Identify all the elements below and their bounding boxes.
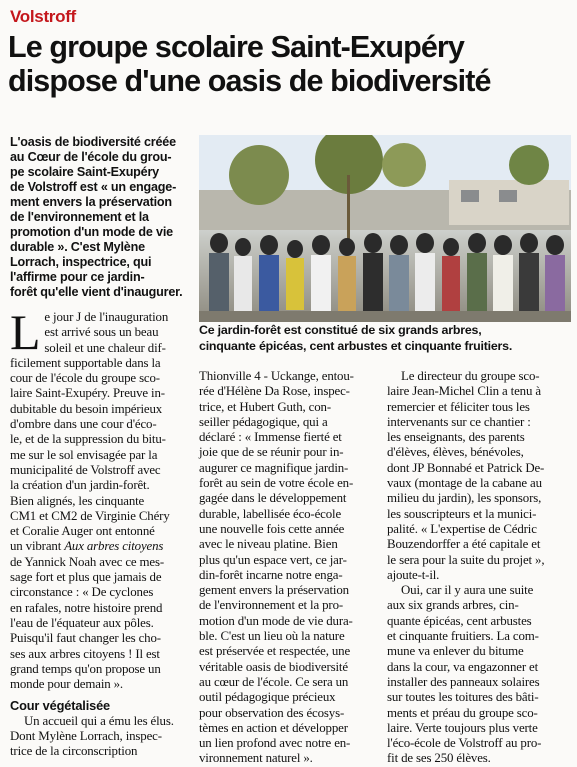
text-line: d'ombre dans une cour d'éco- bbox=[10, 417, 157, 432]
text-line: ses aux arbres citoyens ! Il est bbox=[10, 646, 160, 661]
text-line: CM1 et CM2 de Virginie Chéry bbox=[10, 508, 170, 523]
text-line: sur toutes les toitures des bâti- bbox=[387, 690, 539, 705]
text-line: Un accueil qui a ému les élus. bbox=[24, 713, 174, 728]
text-line: laire. Verte toujours plus verte bbox=[387, 720, 538, 735]
section-kicker: Volstroff bbox=[10, 7, 76, 26]
text-line: fit de ses 250 élèves. bbox=[387, 751, 491, 766]
text-line: est préservée et respectée, une bbox=[199, 644, 351, 659]
text-line: grand temps qu'on propose un bbox=[10, 661, 161, 676]
text-line: d'élèves, élèves, bénévoles, bbox=[387, 445, 524, 460]
text-line: et cinquante fruitiers. La com- bbox=[387, 629, 539, 644]
text-line: me sur le sol envisagée par la bbox=[10, 447, 158, 462]
text-line: palité. « L'expertise de Cédric bbox=[387, 521, 537, 536]
text-line: Le directeur du groupe sco- bbox=[401, 369, 540, 383]
text-line: seiller pédagogique, qui a bbox=[199, 414, 328, 429]
text-line: ments et préau du groupe sco- bbox=[387, 705, 538, 720]
text-line: le, et de la suppression du bitu- bbox=[10, 432, 166, 447]
text-line: ficilement supportable dans la bbox=[10, 355, 161, 370]
text-line: laire Saint-Exupéry. Preuve in- bbox=[10, 386, 165, 401]
text-line: cour de l'école du groupe sco- bbox=[10, 371, 160, 386]
text-line: ajoute-t-il. bbox=[387, 567, 440, 582]
text-line: un vibrant Aux arbres citoyens bbox=[10, 539, 164, 554]
text-line: pour observation des écosys- bbox=[199, 705, 345, 720]
text-line: véritable oasis de biodiversité bbox=[199, 659, 348, 674]
text-line: installer des panneaux solaires bbox=[387, 674, 540, 689]
text-line: Dont Mylène Lorrach, inspec- bbox=[10, 729, 162, 744]
text-line: plus qu'un espace vert, ce jar- bbox=[199, 552, 347, 567]
song-title: Aux arbres citoyens bbox=[64, 539, 164, 554]
column-1-body bbox=[10, 304, 194, 692]
text-line: tèmes en action et développer bbox=[199, 720, 348, 735]
drop-cap: L bbox=[10, 304, 41, 360]
text-line: trice de la circonscription bbox=[10, 744, 138, 759]
caption-line: cinquante épicéas, cent arbustes et cinquante fruitiers. bbox=[199, 338, 513, 353]
text-line: au Cœur de l'école du grou- bbox=[10, 150, 172, 164]
text-line: l'eau de l'équateur aux pôles. bbox=[10, 615, 154, 630]
text-line: sage fort et plus que jamais de bbox=[10, 570, 162, 585]
text-line: monde pour demain ». bbox=[10, 677, 123, 692]
text-line: e jour J de l'inauguration bbox=[44, 310, 169, 324]
text-line: l'éco-école de Volstroff au pro- bbox=[387, 736, 542, 751]
text-line: Bouzendorffer a été capitale et bbox=[387, 537, 541, 552]
text-line: au cœur de l'école. Ce sera un bbox=[199, 674, 349, 689]
text-line: vaux (montage de la cabane au bbox=[387, 476, 542, 491]
text-line: forêt qu'elle vient d'inaugurer. bbox=[10, 285, 183, 299]
text-line: dont JP Bonnabé et Patrick De- bbox=[387, 460, 545, 475]
article-photo bbox=[199, 135, 571, 322]
text-line: joie que de se réunir pour in- bbox=[199, 445, 344, 460]
text-line: motion d'un mode de vie dura- bbox=[199, 613, 353, 628]
text-line: rée d'Hélène Da Rose, inspec- bbox=[199, 384, 350, 399]
photo-caption bbox=[199, 323, 571, 354]
text-line: une nouvelle fois cette année bbox=[199, 521, 345, 536]
text-line: l'affirme pour ce jardin- bbox=[10, 270, 145, 284]
text-line: et Coralie Auger ont entonné bbox=[10, 524, 155, 539]
text-line: le sera pour la suite du projet », bbox=[387, 552, 545, 567]
text-line: ble. C'est un lieu où la nature bbox=[199, 629, 345, 644]
text-line: din-forêt incarne notre enga- bbox=[199, 567, 343, 582]
text-line: de l'environnement et la bbox=[10, 210, 149, 224]
text-line: mune va enlever du bitume bbox=[387, 644, 524, 659]
group-photo-illustration bbox=[199, 135, 571, 322]
text-line: municipalité de Volstroff avec bbox=[10, 462, 161, 477]
article-column-3 bbox=[387, 369, 571, 767]
text-line: de Yannick Noah avec ce mes- bbox=[10, 554, 165, 569]
text-line: ment envers la préservation bbox=[10, 195, 172, 209]
text-line: avec le niveau platine. Bien bbox=[199, 537, 338, 552]
headline-line: dispose d'une oasis de biodiversité bbox=[8, 64, 491, 98]
text-line: milieu du jardin), les sponsors, bbox=[387, 491, 542, 506]
text-line: circonstance : « De cyclones bbox=[10, 585, 154, 600]
text-line: gement envers la préservation bbox=[199, 583, 349, 598]
text-line: dans la cour, va engazonner et bbox=[387, 659, 539, 674]
text-line: Lorrach, inspectrice, qui bbox=[10, 255, 152, 269]
text-line: intervenants sur ce chantier : bbox=[387, 414, 531, 429]
text-line: un lien profond avec notre en- bbox=[199, 736, 351, 751]
caption-line: Ce jardin-forêt est constitué de six grands arbres, bbox=[199, 323, 482, 337]
text-line: durable ». C'est Mylène bbox=[10, 240, 145, 254]
text-line: remercier et féliciter tous les bbox=[387, 399, 530, 414]
article-column-2 bbox=[199, 369, 383, 767]
text-line: aux six grands arbres, cin- bbox=[387, 598, 519, 613]
text-line: Oui, car il y aura une suite bbox=[401, 583, 534, 598]
text-line: la création d'un jardin-forêt. bbox=[10, 478, 150, 493]
text-line: gagée dans le développement bbox=[199, 491, 347, 506]
text-line: durable, labellisée éco-école bbox=[199, 506, 342, 521]
subheading: Cour végétalisée bbox=[10, 698, 111, 714]
text-line: trice, et Hubert Guth, con- bbox=[199, 399, 331, 414]
text-line: de l'environnement et la pro- bbox=[199, 598, 344, 613]
text-line: promotion d'un mode de vie bbox=[10, 225, 173, 239]
text-line: augurer ce magnifique jardin- bbox=[199, 460, 349, 475]
text-line: Bien alignés, les cinquante bbox=[10, 493, 145, 508]
text-line: forêt au sein de votre école en- bbox=[199, 476, 354, 491]
text-line: outil pédagogique précieux bbox=[199, 690, 336, 705]
article-headline bbox=[8, 30, 573, 98]
headline-line: Le groupe scolaire Saint-Exupéry bbox=[8, 30, 464, 64]
text-line: laire Jean-Michel Clin a tenu à bbox=[387, 384, 541, 399]
text-line: L'oasis de biodiversité créée bbox=[10, 135, 176, 149]
text-line: soleil et une chaleur dif- bbox=[44, 340, 166, 355]
text-line: dubitable du besoin impérieux bbox=[10, 401, 163, 416]
text-line: Thionville 4 - Uckange, entou- bbox=[199, 369, 354, 383]
text-line: Puisqu'il faut changer les cho- bbox=[10, 631, 161, 646]
text-line: déclaré : « Immense fierté et bbox=[199, 430, 342, 445]
text-line: vironnement naturel ». bbox=[199, 751, 313, 766]
text-line: quante épicéas, cent arbustes bbox=[387, 613, 532, 628]
text-line: les souscripteurs et la munici- bbox=[387, 506, 537, 521]
text-line: en rafales, notre histoire prend bbox=[10, 600, 163, 615]
text-line: les enseignants, des parents bbox=[387, 430, 525, 445]
text-line: pe scolaire Saint-Exupéry bbox=[10, 165, 159, 179]
text-line: de Volstroff est « un engage- bbox=[10, 180, 177, 194]
column-1-continuation bbox=[10, 714, 194, 760]
article-intro bbox=[10, 135, 193, 300]
text-line: est arrivé sous un beau bbox=[44, 325, 159, 340]
article-column-1 bbox=[10, 304, 194, 760]
